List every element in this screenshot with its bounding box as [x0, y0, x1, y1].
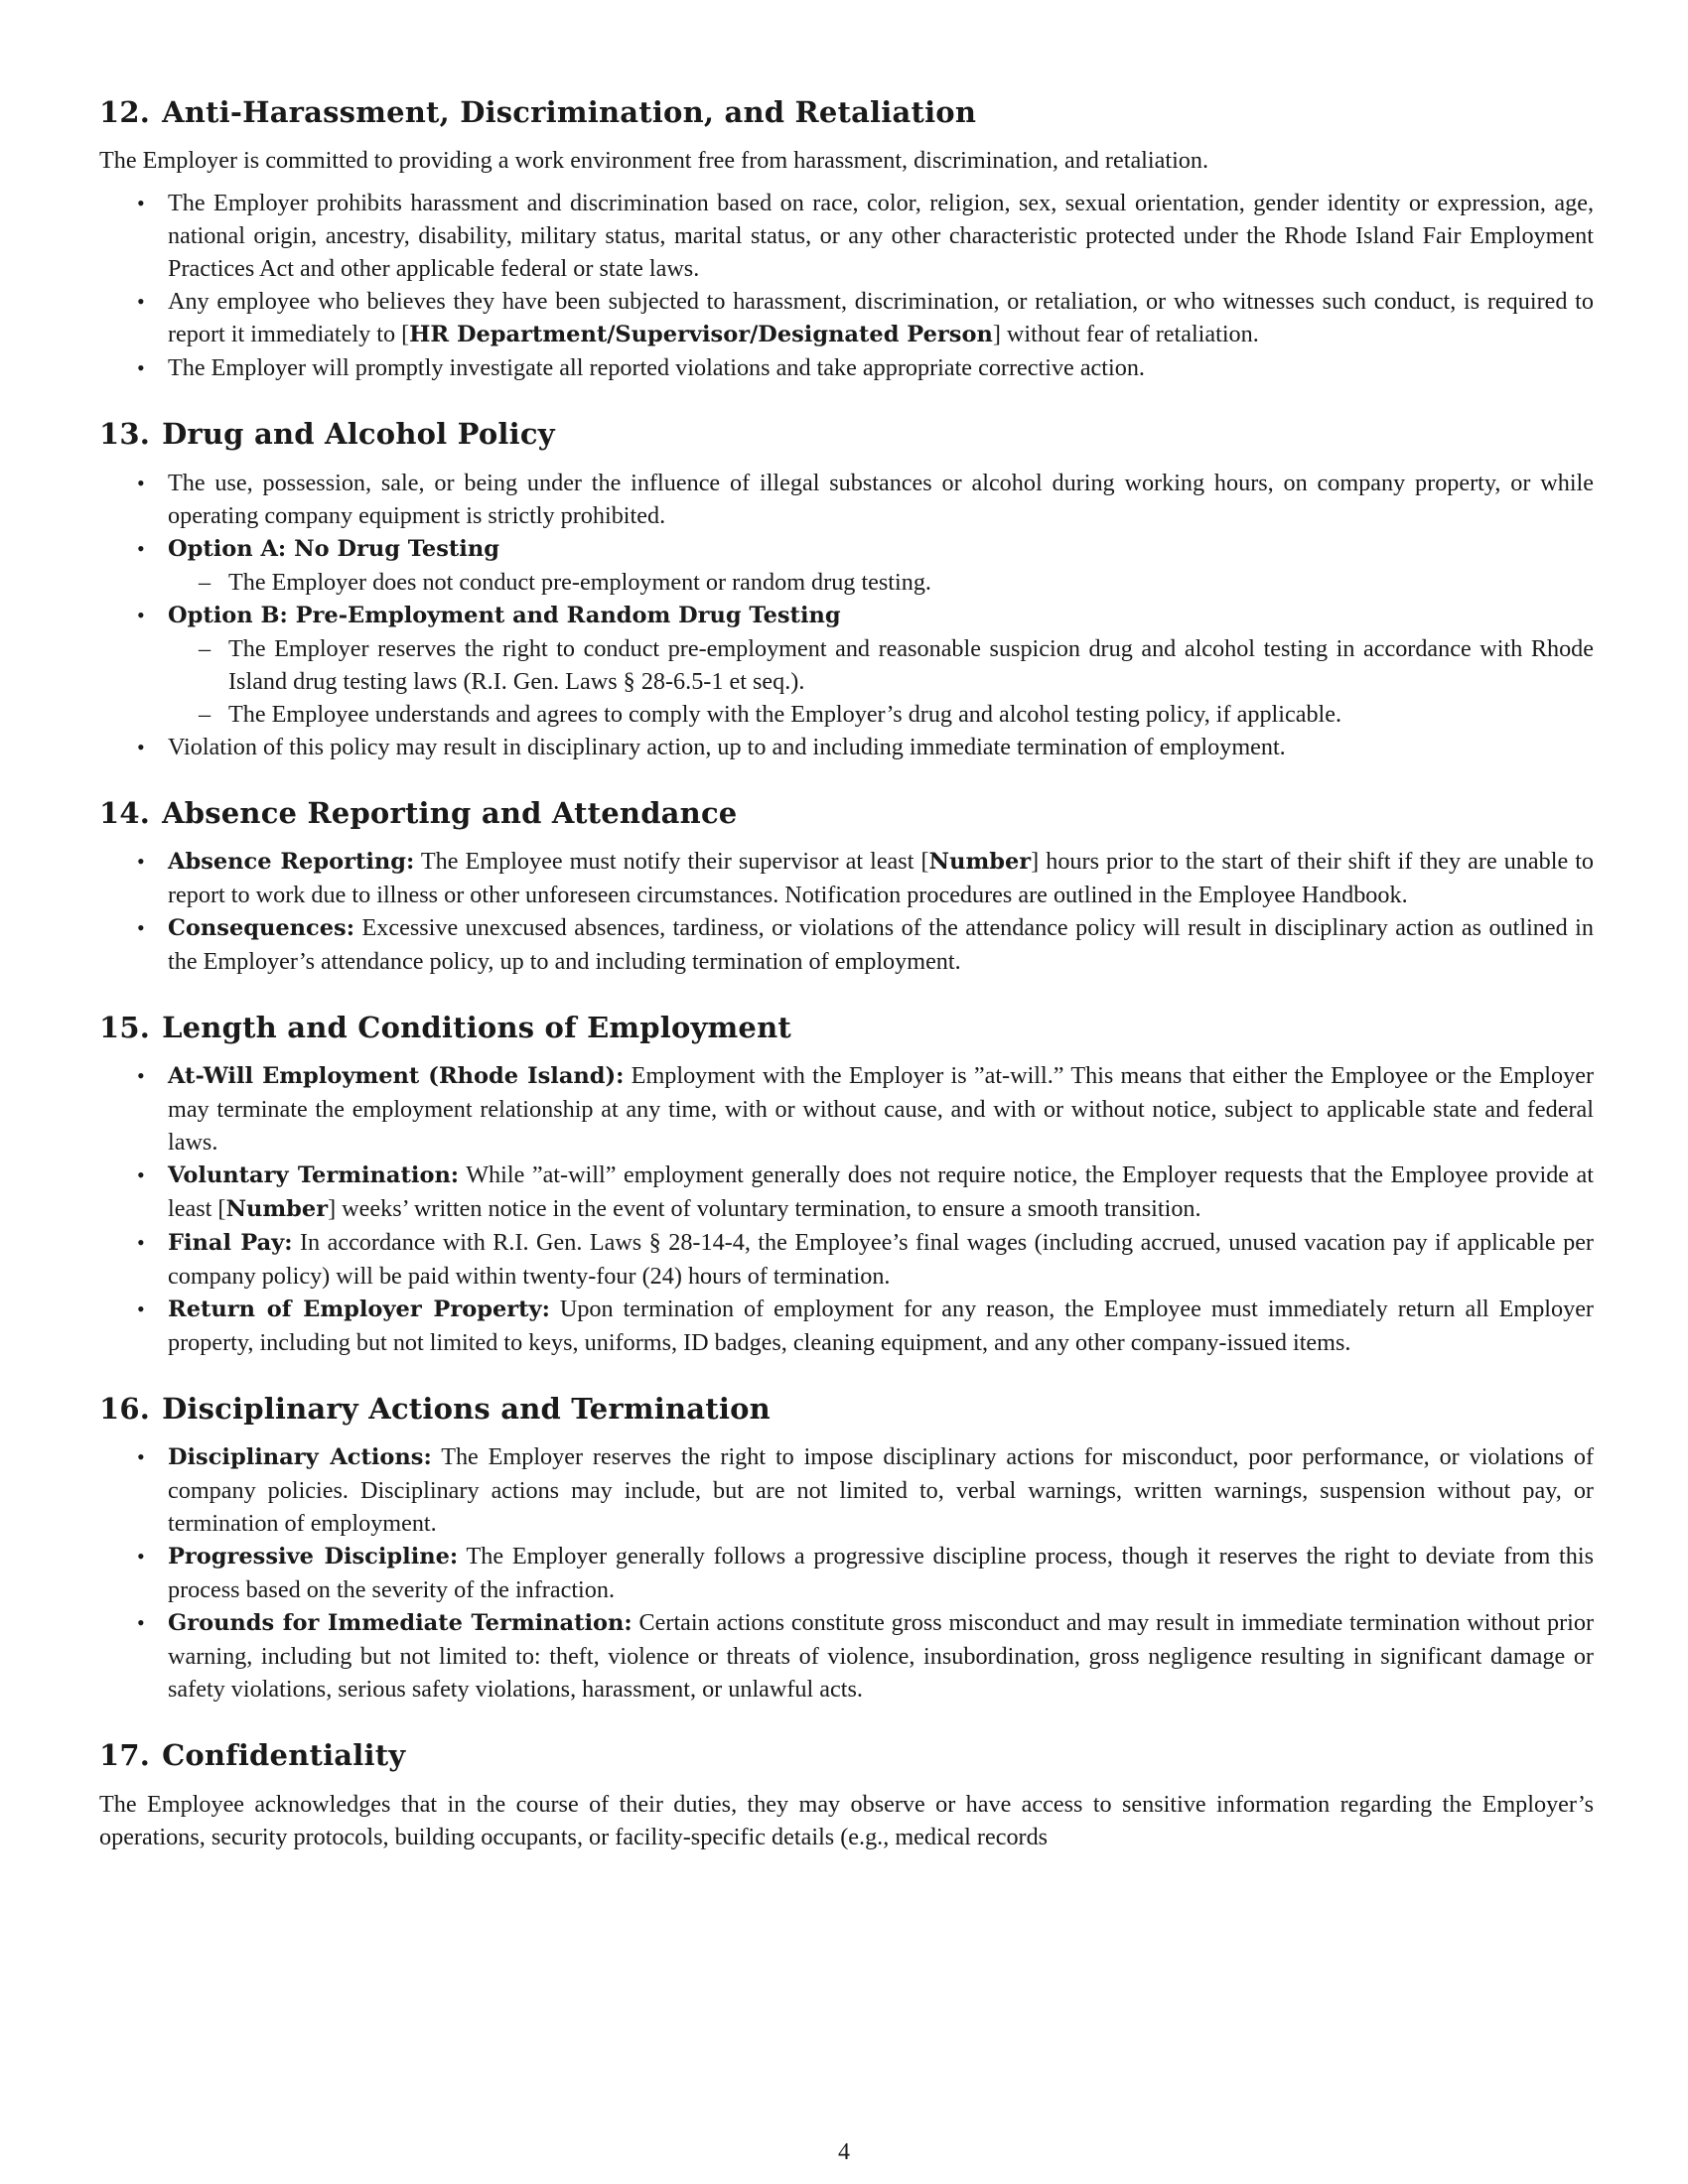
- section-heading: [99, 416, 1594, 452]
- section-title: Drug and Alcohol Policy: [162, 417, 555, 452]
- section-intro: The Employee acknowledges that in the course of their duties, they may observe or have access to sensitive information regarding the Employer’s operations, security protocols, building occupants, or facility-specific details (e.g., medical records: [99, 1790, 1594, 1850]
- bullet-icon: •: [137, 848, 145, 874]
- dash-icon: –: [199, 700, 211, 728]
- section-12: [99, 94, 1594, 384]
- list-item: • The Employer will promptly investigate all reported violations and take appropriate corrective action.: [99, 351, 1594, 384]
- bullet-icon: •: [137, 1444, 145, 1470]
- list-item: • Grounds for Immediate Termination: Certain actions constitute gross misconduct and may result in immediate termination without prior warning, including but not limited to: theft, violence or threats of violence, insubordination, gross negligence resulting in significant damage or safety violations, serious safety violations, harassment, or unlawful acts.: [99, 1606, 1594, 1706]
- list-item: • The Employer prohibits harassment and discrimination based on race, color, religion, sex, sexual orientation, gender identity or expression, age, national origin, ancestry, disability, military status, marital status, or any other characteristic protected under the Rhode Island Fair Employment Practices Act and other applicable federal or state laws.: [99, 187, 1594, 285]
- list-item: • Return of Employer Property: Upon termination of employment for any reason, the Employee must immediately return all Employer property, including but not limited to keys, uniforms, ID badges, cleaning equipment, and any other company-issued items.: [99, 1293, 1594, 1359]
- sub-list: [168, 566, 1594, 599]
- sub-list: [168, 632, 1594, 731]
- bullet-icon: •: [137, 1297, 145, 1321]
- item-label: Progressive Discipline:: [168, 1544, 459, 1570]
- list-item: • Violation of this policy may result in disciplinary action, up to and including immediate termination of employment.: [99, 731, 1594, 763]
- section-title: Absence Reporting and Attendance: [162, 795, 738, 830]
- item-label: At-Will Employment (Rhode Island):: [168, 1063, 625, 1089]
- sub-list-item: – The Employer does not conduct pre-employment or random drug testing.: [167, 566, 1594, 599]
- bullet-icon: •: [137, 1610, 145, 1636]
- section-15: [99, 1010, 1594, 1359]
- list-item: • At-Will Employment (Rhode Island): Employment with the Employer is ”at-will.” This means that either the Employee or the Employer may terminate the employment relationship at any time, with or without cause, and with or without notice, subject to applicable state and federal laws.: [99, 1059, 1594, 1159]
- bullet-list: [99, 1440, 1594, 1706]
- bullet-icon: •: [137, 535, 145, 561]
- document-page: [99, 94, 1594, 1885]
- placeholder-field: Number: [225, 1196, 329, 1222]
- bullet-list: [99, 845, 1594, 978]
- section-number: 17.: [99, 1738, 151, 1773]
- sub-list-item: – The Employer reserves the right to conduct pre-employment and reasonable suspicion drug and alcohol testing in accordance with Rhode Island drug testing laws (R.I. Gen. Laws § 28-6.5-1 et seq.).: [167, 632, 1594, 698]
- bullet-list: [99, 187, 1594, 384]
- item-label: Final Pay:: [168, 1230, 293, 1256]
- section-number: 14.: [99, 795, 151, 830]
- section-intro: The Employer is committed to providing a work environment free from harassment, discrimination, and retaliation.: [99, 147, 1209, 175]
- list-item: • Final Pay: In accordance with R.I. Gen. Laws § 28-14-4, the Employee’s final wages (including accrued, unused vacation pay if applicable per company policy) will be paid within twenty-four (24) hours of termination.: [99, 1226, 1594, 1293]
- section-heading: [99, 94, 1594, 130]
- section-heading: [99, 1737, 1594, 1773]
- list-item: • Consequences: Excessive unexcused absences, tardiness, or violations of the attendance policy will result in disciplinary action as outlined in the Employer’s attendance policy, up to and including termination of employment.: [99, 911, 1594, 978]
- bullet-icon: •: [137, 289, 145, 315]
- section-title: Anti-Harassment, Discrimination, and Retaliation: [162, 95, 977, 129]
- section-number: 16.: [99, 1392, 151, 1426]
- section-number: 13.: [99, 417, 151, 452]
- placeholder-field: Number: [928, 848, 1032, 875]
- list-item: • Progressive Discipline: The Employer generally follows a progressive discipline process, though it reserves the right to deviate from this process based on the severity of the infraction.: [99, 1540, 1594, 1606]
- bullet-icon: •: [137, 734, 145, 759]
- list-item: • Voluntary Termination: While ”at-will” employment generally does not require notice, the Employer requests that the Employee provide at least [Number] weeks’ written notice in the event of voluntary termination, to ensure a smooth transition.: [99, 1159, 1594, 1226]
- section-title: Length and Conditions of Employment: [162, 1010, 791, 1044]
- bullet-icon: •: [137, 914, 145, 940]
- placeholder-field: HR Department/Supervisor/Designated Person: [409, 322, 993, 348]
- section-heading: [99, 1010, 1594, 1045]
- list-item: • Disciplinary Actions: The Employer reserves the right to impose disciplinary actions for misconduct, poor performance, or violations of company policies. Disciplinary actions may include, but are not limited to, verbal warnings, written warnings, suspension without pay, or termination of employment.: [99, 1440, 1594, 1540]
- bullet-icon: •: [137, 191, 145, 216]
- item-label: Absence Reporting:: [168, 848, 415, 875]
- option-label: Option A: No Drug Testing: [168, 535, 499, 562]
- item-label: Disciplinary Actions:: [168, 1444, 432, 1471]
- section-heading: [99, 1391, 1594, 1427]
- section-13: [99, 416, 1594, 762]
- bullet-icon: •: [137, 355, 145, 381]
- item-label: Voluntary Termination:: [168, 1162, 460, 1188]
- page-number: 4: [838, 2139, 850, 2165]
- list-item-option-a: [99, 532, 1594, 599]
- section-title: Confidentiality: [162, 1738, 406, 1773]
- list-item: • Any employee who believes they have been subjected to harassment, discrimination, or retaliation, or who witnesses such conduct, is required to report it immediately to [HR Department/Supervisor/Designated Person] without fear of retaliation.: [99, 285, 1594, 351]
- dash-icon: –: [199, 568, 211, 596]
- bullet-list: [99, 467, 1594, 763]
- bullet-icon: •: [137, 1162, 145, 1187]
- item-label: Return of Employer Property:: [168, 1297, 550, 1322]
- bullet-icon: •: [137, 1544, 145, 1570]
- bullet-icon: •: [137, 1063, 145, 1088]
- bullet-icon: •: [137, 602, 145, 627]
- list-item-option-b: [99, 599, 1594, 731]
- bullet-icon: •: [137, 470, 145, 495]
- section-17: [99, 1737, 1594, 1852]
- dash-icon: –: [199, 634, 211, 662]
- item-label: Grounds for Immediate Termination:: [168, 1610, 633, 1637]
- bullet-icon: •: [137, 1230, 145, 1255]
- section-title: Disciplinary Actions and Termination: [162, 1392, 771, 1426]
- section-number: 15.: [99, 1010, 151, 1044]
- section-heading: [99, 795, 1594, 831]
- list-item: • The use, possession, sale, or being under the influence of illegal substances or alcohol during working hours, on company property, or while operating company equipment is strictly prohibited.: [99, 467, 1594, 532]
- sub-list-item: – The Employee understands and agrees to comply with the Employer’s drug and alcohol testing policy, if applicable.: [167, 698, 1594, 731]
- section-14: [99, 795, 1594, 978]
- item-label: Consequences:: [168, 914, 355, 941]
- bullet-list: [99, 1059, 1594, 1359]
- list-item: • Absence Reporting: The Employee must notify their supervisor at least [Number] hours prior to the start of their shift if they are unable to report to work due to illness or other unforeseen circumstances. Notification procedures are outlined in the Employee Handbook.: [99, 845, 1594, 911]
- section-number: 12.: [99, 95, 151, 129]
- option-label: Option B: Pre-Employment and Random Drug Testing: [168, 602, 841, 628]
- section-16: [99, 1391, 1594, 1706]
